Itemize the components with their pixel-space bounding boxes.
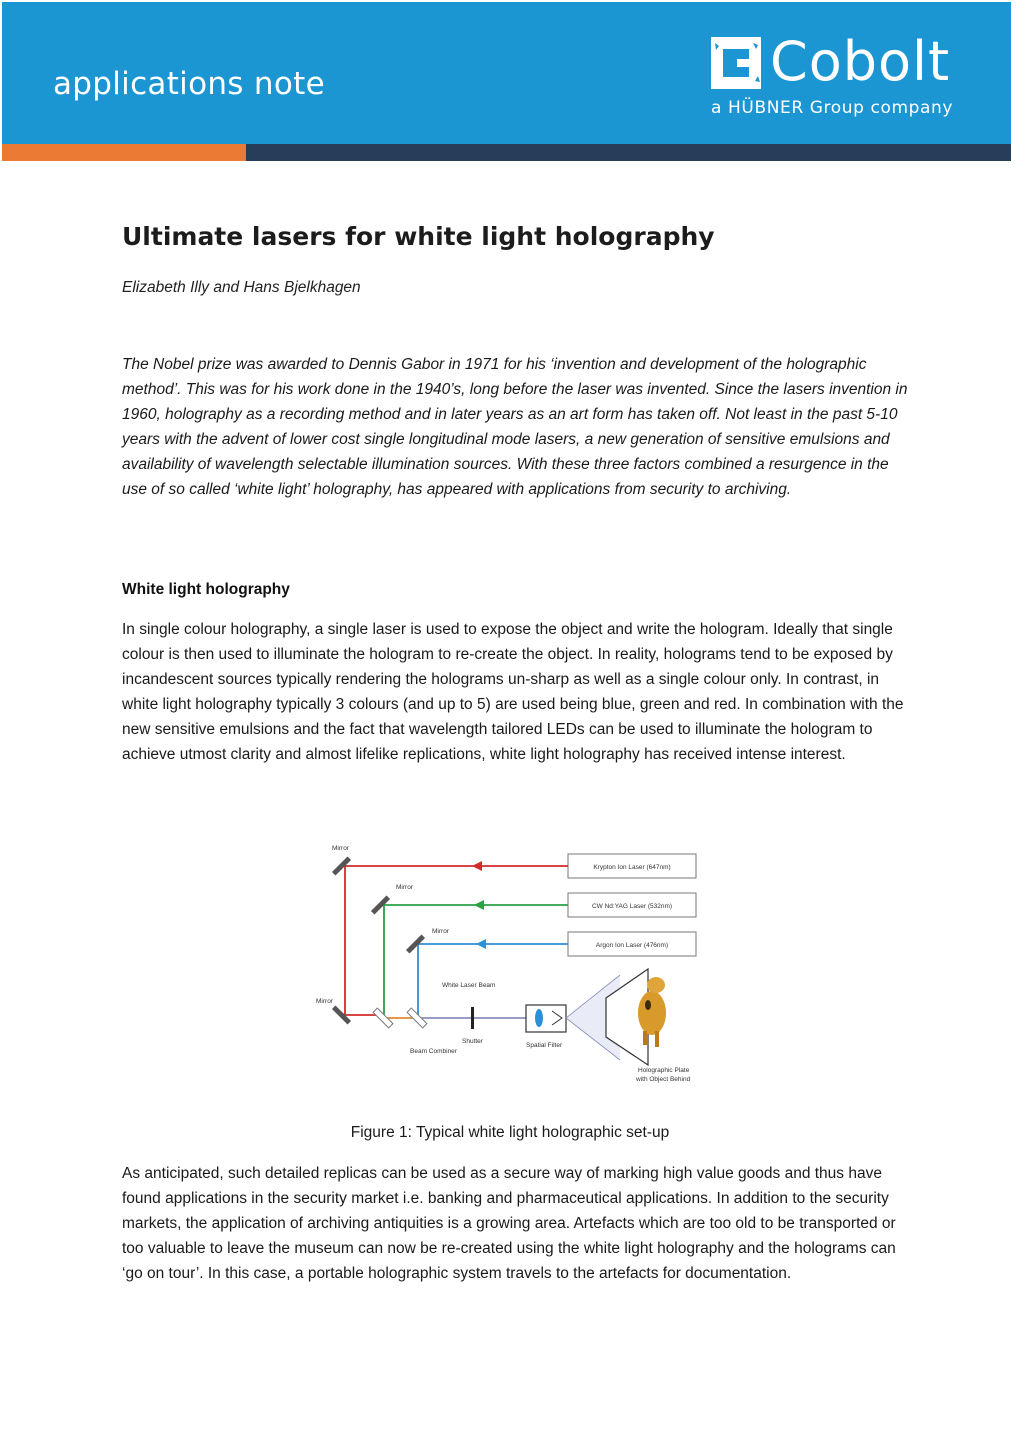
spatial-filter-label: Spatial Filter — [526, 1042, 563, 1049]
banner-title: applications note — [53, 66, 325, 102]
spatial-filter-box — [526, 1005, 566, 1032]
shutter — [471, 1007, 474, 1029]
accent-stripe-navy — [246, 144, 1011, 161]
body-paragraph-1: In single colour holography, a single laser is used to expose the object and write the hologram. Ideally that single colour is then used to illuminate the hologram to re-create the object. In reality, holograms tend to be exposed by incandescent sources typically rendering the holograms un-sharp as well as a single colour only. In contrast, in white light holography typically 3 colours (and up to 5) are used being blue, green and red. In combination with the new sensitive emulsions and the fact that wavelength tailored LEDs can be used to illuminate the hologram to achieve utmost clarity and almost lifelike replications, white light holography has received intense interest. — [122, 621, 904, 763]
article-authors: Elizabeth Illy and Hans Bjelkhagen — [122, 279, 361, 296]
logo-tagline: a HÜBNER Group company — [711, 98, 954, 118]
ndyag-laser-label: CW Nd:YAG Laser (532nm) — [591, 903, 673, 910]
section-heading: White light holography — [122, 581, 290, 598]
green-beam-arrow — [474, 900, 484, 910]
plate-label-line1: Holographic Plate — [638, 1067, 690, 1074]
red-beam-arrow — [472, 861, 482, 871]
body-paragraph-2: As anticipated, such detailed replicas can be used as a secure way of marking high value goods and thus have found applications in the security market i.e. banking and pharmaceutical applications. In addition to the security markets, the application of archiving antiquities is a growing area. Artefacts which are too old to be transported or too valuable to leave the museum can now be re-created using the white light holography and the holograms can ‘go on tour’. In this case, a portable holographic system travels to the artefacts for documentation. — [122, 1165, 896, 1282]
header-banner — [2, 2, 1011, 144]
abstract-paragraph: The Nobel prize was awarded to Dennis Gabor in 1971 for his ‘invention and development of the holographic method’. This was for his work done in the 1940’s, long before the laser was invented. Since the lasers invention in 1960, holography as a recording method and in later years as an art form has taken off. Not least in the past 5-10 years with the advent of lower cost single longitudinal mode lasers, a new generation of sensitive emulsions and availability of wavelength selectable illumination sources. With these three factors combined a resurgence in the use of so called ‘white light’ holography, has appeared with applications from security to archiving. — [122, 356, 908, 498]
beam-combiner-label: Beam Combiner — [410, 1048, 457, 1055]
mirror-label-4: Mirror — [316, 998, 333, 1005]
shutter-label: Shutter — [462, 1038, 483, 1045]
spatial-filter-lens — [535, 1009, 543, 1027]
mirror-label-1: Mirror — [332, 845, 349, 852]
mirror-label-2: Mirror — [396, 884, 413, 891]
white-beam-label: White Laser Beam — [442, 982, 496, 989]
accent-stripe-orange — [2, 144, 246, 161]
holography-setup-figure — [310, 835, 710, 1095]
logo-wordmark: Cobolt — [770, 30, 951, 93]
article-title: Ultimate lasers for white light holography — [122, 222, 715, 251]
figure-caption: Figure 1: Typical white light holographic set-up — [350, 1124, 670, 1141]
blue-beam-arrow — [476, 939, 486, 949]
krypton-laser-label: Krypton Ion Laser (647nm) — [593, 864, 671, 871]
red-beam — [345, 866, 568, 1015]
plate-label-line2: with Object Behind — [636, 1076, 691, 1083]
argon-laser-label: Argon Ion Laser (476nm) — [595, 942, 669, 949]
green-beam — [384, 905, 568, 1015]
mirror-label-3: Mirror — [432, 928, 449, 935]
blue-beam — [418, 944, 568, 1015]
cobolt-logo-icon — [711, 37, 761, 89]
